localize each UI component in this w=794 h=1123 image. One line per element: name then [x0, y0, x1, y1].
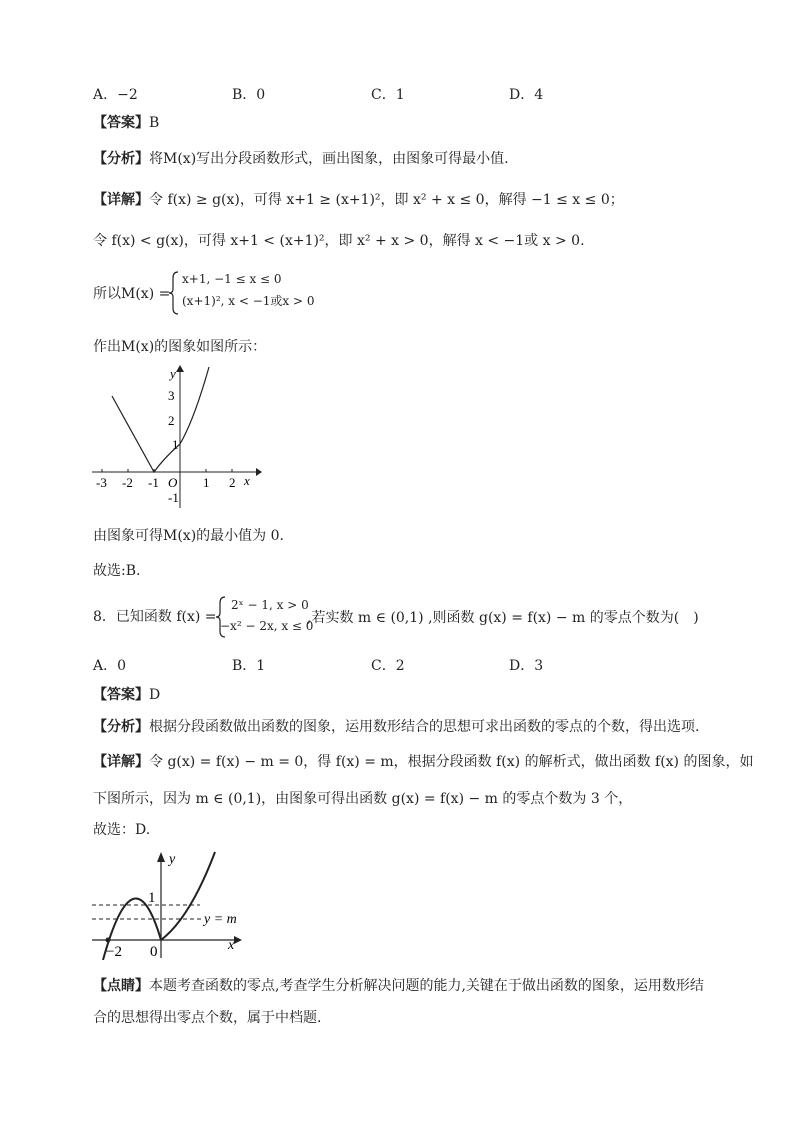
x-tick-label: 2	[229, 475, 236, 490]
analysis-tag: 【分析】	[93, 719, 149, 735]
q8-case1: 2ˣ − 1, x > 0	[231, 598, 309, 612]
q8-analysis	[93, 717, 699, 737]
origin-label: O	[168, 475, 178, 490]
x-axis-label: x	[244, 473, 250, 488]
x-tick-label: -1	[148, 475, 159, 490]
answer-value: D	[149, 687, 161, 703]
y-axis-label: y	[170, 366, 176, 381]
x-tick-label: -3	[96, 475, 107, 490]
x-axis-arrow	[234, 936, 242, 944]
tick-label-1: 1	[148, 890, 156, 906]
q7-piecewise-prefix: 所以M(x) =	[93, 286, 171, 302]
q8-comment-1	[93, 976, 704, 996]
detail-tag: 【详解】	[93, 192, 149, 208]
q8-choose: 故选：D.	[93, 822, 151, 838]
q7-detail-1	[93, 190, 624, 210]
q7-graph-intro: 作出M(x)的图象如图所示：	[93, 339, 267, 355]
q8-option-b: B．1	[232, 658, 266, 674]
q7-option-b: B．0	[232, 87, 266, 103]
detail-text: 令 g(x) = f(x) − m = 0，得 f(x) = m，根据分段函数 f(x) 的解析式，做出函数 f(x) 的图象，如	[149, 754, 754, 770]
graph-f-x	[88, 848, 248, 960]
x-tick-label: -2	[122, 475, 133, 490]
point-neg2	[106, 938, 111, 943]
q8-option-c: C．2	[371, 658, 405, 674]
x-axis-arrow	[256, 468, 262, 476]
q7-option-a: A．−2	[93, 87, 138, 103]
x-tick-label: 1	[203, 475, 210, 490]
q8-option-a: A．0	[93, 658, 127, 674]
q8-stem-suffix: ,若实数 m ∈ (0,1) ,则函数 g(x) = f(x) − m 的零点个数为( )	[307, 610, 699, 626]
x-axis-label: x	[228, 938, 235, 953]
q7-conclusion: 由图象可得M(x)的最小值为 0.	[93, 528, 284, 544]
q7-option-d: D．4	[509, 87, 544, 103]
curve-m	[112, 367, 209, 472]
comment-tag: 【点睛】	[93, 978, 149, 994]
q8-detail-1	[93, 752, 753, 772]
comment-text: 本题考查函数的零点,考查学生分析解决问题的能力,关键在于做出函数的图象，运用数形结	[149, 978, 704, 994]
analysis-tag: 【分析】	[93, 151, 149, 167]
q8-stem-prefix: 8．已知函数 f(x) =	[93, 609, 217, 625]
left-brace	[168, 270, 182, 316]
q7-choose: 故选:B.	[93, 563, 141, 579]
q8-answer	[93, 685, 160, 705]
q7-piecewise-case1: x+1, −1 ≤ x ≤ 0	[182, 272, 282, 286]
analysis-text: 将M(x)写出分段函数形式，画出图象，由图象可得最小值.	[149, 151, 509, 167]
q7-answer	[93, 113, 159, 133]
tick-label-neg2: −2	[106, 944, 122, 960]
graph-m-x	[88, 362, 263, 512]
q8-option-d: D．3	[509, 658, 544, 674]
y-tick-label: 3	[168, 388, 175, 403]
y-tick-label: -1	[168, 490, 179, 505]
q8-comment-2: 合的思想得出零点个数，属于中档题.	[93, 1010, 322, 1026]
q7-analysis	[93, 149, 509, 169]
answer-value: B	[149, 115, 160, 131]
tick-label-0: 0	[150, 944, 158, 960]
answer-tag: 【答案】	[93, 115, 149, 131]
q7-option-c: C．1	[371, 87, 405, 103]
y-axis-label: y	[169, 852, 176, 867]
q8-detail-2: 下图所示，因为 m ∈ (0,1)，由图象可得出函数 g(x) = f(x) − m 的零点个数为 3 个，	[93, 791, 633, 807]
q7-piecewise-case2: (x+1)², x < −1或x > 0	[182, 294, 315, 308]
answer-tag: 【答案】	[93, 687, 149, 703]
y-axis-arrow	[176, 365, 184, 372]
y-tick-label: 2	[168, 413, 175, 428]
line-label-y-m: y = m	[204, 912, 237, 927]
detail-text: 令 f(x) ≥ g(x)，可得 x+1 ≥ (x+1)²，即 x² + x ≤ 0，解得 −1 ≤ x ≤ 0；	[149, 192, 624, 208]
detail-tag: 【详解】	[93, 754, 149, 770]
q8-case2: −x² − 2x, x ≤ 0	[220, 619, 314, 633]
analysis-text: 根据分段函数做出函数的图象，运用数形结合的思想可求出函数的零点的个数，得出选项.	[149, 719, 700, 735]
y-tick-label: 1	[172, 437, 179, 452]
q7-detail-2: 令 f(x) < g(x)，可得 x+1 < (x+1)²，即 x² + x > 0，解得 x < −1或 x > 0.	[93, 233, 585, 249]
y-axis-arrow	[157, 852, 165, 862]
